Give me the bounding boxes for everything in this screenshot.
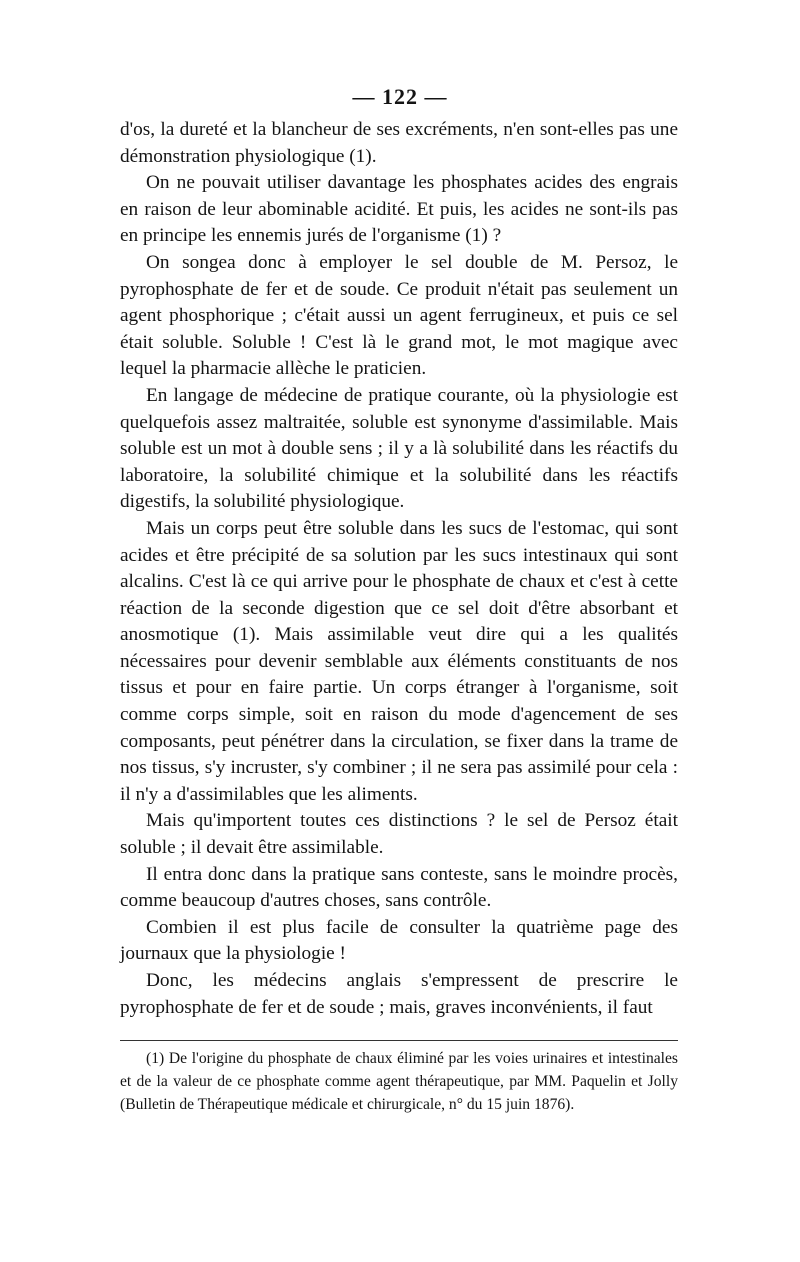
page-number: — 122 —: [352, 84, 448, 109]
footnote-divider: [120, 1040, 678, 1041]
paragraph-6: Mais qu'importent toutes ces distinctions ? le sel de Persoz était soluble ; il devait être assimilable.: [120, 810, 678, 859]
paragraph-8: Combien il est plus facile de consulter la quatrième page des journaux que la physiologie !: [120, 916, 678, 965]
paragraph-5: Mais un corps peut être soluble dans les sucs de l'estomac, qui sont acides et être précipité de sa solution par les sucs intestinaux qui sont alcalins. C'est là ce qui arrive pour le phosphate de chaux et c'est à cette réaction de la seconde digestion que ce sel doit d'être absorbant et anosmotique (1). Mais assimilable veut dire qui a les qualités nécessaires pour devenir semblable aux éléments constituants de nos tissus et pour en faire partie. Un corps étranger à l'organisme, soit comme corps simple, soit en raison du mode d'agencement de ses composants, peut pénétrer dans la circulation, se fixer dans la trame de nos tissus, s'y incruster, s'y combiner ; il ne sera pas assimilé pour cela : il n'y a d'assimilables que les aliments.: [120, 517, 678, 805]
paragraph-9: Donc, les médecins anglais s'empressent de prescrire le pyrophosphate de fer et de soude ; mais, graves inconvénients, il faut: [120, 970, 678, 1018]
paragraph-2: On ne pouvait utiliser davantage les phosphates acides des engrais en raison de leur abominable acidité. Et puis, les acides ne sont-ils pas en principe les ennemis jurés de l'organisme (1) ?: [120, 172, 678, 247]
paragraph-1: d'os, la dureté et la blancheur de ses excréments, n'en sont-elles pas une démonstration physiologique (1).: [120, 119, 678, 167]
paragraph-4: En langage de médecine de pratique courante, où la physiologie est quelquefois assez maltraitée, soluble est synonyme d'assimilable. Mais soluble est un mot à double sens ; il y a là solubilité dans les réactifs du laboratoire, la solubilité chimique et la solubilité dans les réactifs digestifs, la solubilité physiologique.: [120, 384, 678, 513]
footnote: (1) De l'origine du phosphate de chaux éliminé par les voies urinaires et intestinales et de la valeur de ce phosphate comme agent thérapeutique, par MM. Paquelin et Jolly (Bulletin de Thérapeutique médicale et chirurgicale, n° du 15 juin 1876).: [120, 1050, 678, 1113]
main-text: [120, 117, 678, 1021]
paragraph-3: On songea donc à employer le sel double de M. Persoz, le pyrophosphate de fer et de soude. Ce produit n'était pas seulement un agent phosphorique ; c'était aussi un agent ferrugineux, et puis ce sel était soluble. Soluble ! C'est là le grand mot, le mot magique avec lequel la pharmacie allèche le praticien.: [120, 251, 678, 380]
paragraph-7: Il entra donc dans la pratique sans conteste, sans le moindre procès, comme beaucoup d'autres choses, sans contrôle.: [120, 863, 678, 912]
